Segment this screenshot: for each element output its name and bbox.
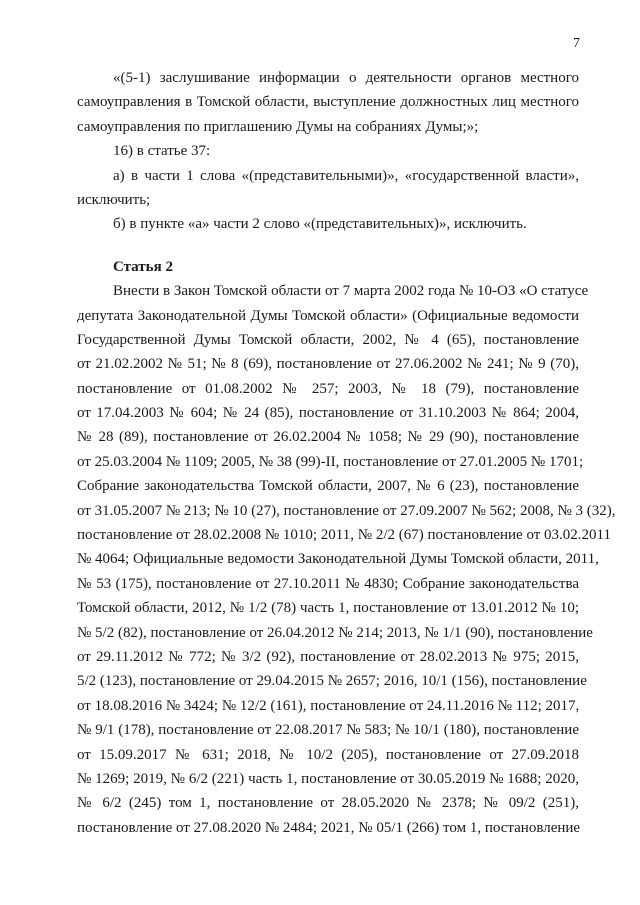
text-line: от 31.05.2007 № 213; № 10 (27), постановление от 27.09.2007 № 562; 2008, № 3 (32), [77, 502, 616, 519]
text-line: № 5/2 (82), постановление от 26.04.2012 № 214; 2013, № 1/1 (90), постановление [77, 624, 593, 641]
text-line: № 9/1 (178), постановление от 22.08.2017 № 583; № 10/1 (180), постановление [77, 722, 579, 739]
text-line: от 17.04.2003 № 604; № 24 (85), постановление от 31.10.2003 № 864; 2004, [77, 405, 579, 422]
heading-text: Статья 2 [113, 258, 173, 275]
text-line: «(5-1) заслушивание информации о деятельности органов местного [113, 70, 579, 86]
text-line: Томской области, 2012, № 1/2 (78) часть 1, постановление от 13.01.2012 № 10; [77, 600, 579, 617]
text-line: самоуправления по приглашению Думы на собраниях Думы;»; [77, 118, 479, 135]
paragraph [77, 164, 579, 213]
text-line: Внести в Закон Томской области от 7 марта 2002 года № 10-ОЗ «О статусе [113, 283, 589, 300]
text-line: постановление от 01.08.2002 № 257; 2003, № 18 (79), постановление [77, 380, 579, 397]
paragraph [77, 279, 616, 840]
page-number: 7 [573, 36, 580, 51]
paragraph [77, 139, 579, 163]
article-heading [77, 255, 579, 279]
text-line: самоуправления в Томской области, выступление должностных лиц местного [77, 94, 579, 111]
document-body [77, 66, 616, 840]
text-line: постановление от 27.08.2020 № 2484; 2021, № 05/1 (266) том 1, постановление [77, 819, 581, 836]
text-line: Собрание законодательства Томской области, 2007, № 6 (23), постановление [77, 478, 579, 495]
paragraph-gap [77, 237, 579, 255]
text-line: № 28 (89), постановление от 26.02.2004 № 1058; № 29 (90), постановление [77, 429, 579, 446]
text-line: б) в пункте «а» части 2 слово «(представительных)», исключить. [113, 216, 527, 233]
text-line: а) в части 1 слова «(представительными)», «государственной власти», [113, 167, 579, 184]
paragraph [77, 212, 579, 236]
paragraph [77, 66, 579, 139]
text-line: от 29.11.2012 № 772; № 3/2 (92), постановление от 28.02.2013 № 975; 2015, [77, 648, 579, 665]
text-line: исключить; [77, 191, 151, 208]
text-line: № 6/2 (245) том 1, постановление от 28.05.2020 № 2378; № 09/2 (251), [77, 795, 579, 812]
text-line: депутата Законодательной Думы Томской области» (Официальные ведомости [77, 307, 579, 324]
text-line: 5/2 (123), постановление от 29.04.2015 № 2657; 2016, 10/1 (156), постановление [77, 673, 587, 690]
text-line: 16) в статье 37: [113, 143, 211, 160]
text-line: № 53 (175), постановление от 27.10.2011 № 4830; Собрание законодательства [77, 575, 579, 592]
text-line: № 1269; 2019, № 6/2 (221) часть 1, постановление от 30.05.2019 № 1688; 2020, [77, 770, 579, 787]
text-line: от 25.03.2004 № 1109; 2005, № 38 (99)-II, постановление от 27.01.2005 № 1701; [77, 453, 584, 470]
text-line: № 4064; Официальные ведомости Законодательной Думы Томской области, 2011, [77, 551, 599, 568]
text-line: Государственной Думы Томской области, 2002, № 4 (65), постановление [77, 331, 579, 348]
text-line: от 15.09.2017 № 631; 2018, № 10/2 (205), постановление от 27.09.2018 [77, 746, 579, 763]
text-line: от 18.08.2016 № 3424; № 12/2 (161), постановление от 24.11.2016 № 112; 2017, [77, 697, 580, 714]
text-line: постановление от 28.02.2008 № 1010; 2011, № 2/2 (67) постановление от 03.02.2011 [77, 527, 611, 544]
text-line: от 21.02.2002 № 51; № 8 (69), постановление от 27.06.2002 № 241; № 9 (70), [77, 356, 579, 373]
